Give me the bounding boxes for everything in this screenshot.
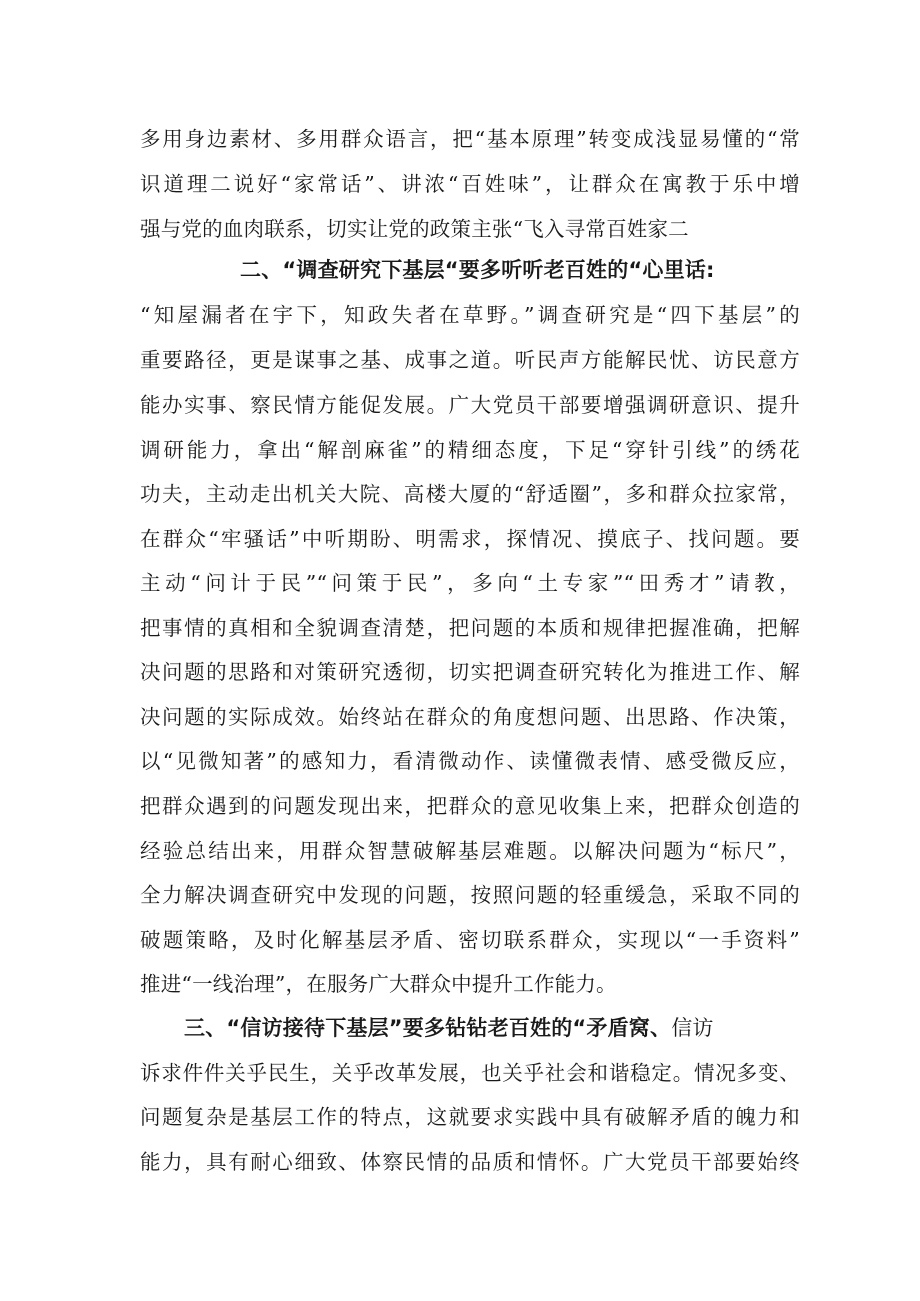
- section-3-line-3: 能力，具有耐心细致、体察民情的品质和情怀。广大党员干部要始终: [140, 1150, 800, 1174]
- section-2-line-1: “知屋漏者在宇下，知政失者在草野。”调查研究是“四下基层”的: [140, 303, 800, 327]
- section-3-line-1: 诉求件件关乎民生，关乎改革发展，也关乎社会和谐稳定。情况多变、: [140, 1061, 800, 1085]
- section-2-line-16: 推进“一线治理”，在服务广大群众中提升工作能力。: [140, 972, 617, 996]
- section-2-line-7: 主动“问计于民”“问策于民”，多向“土专家”“田秀才”请教，: [140, 571, 800, 595]
- paragraph-1-line-1: 多用身边素材、多用群众语言，把“基本原理”转变成浅显易懂的“常: [140, 127, 800, 151]
- section-2-line-13: 经验总结出来，用群众智慧破解基层难题。以解决问题为“标尺”，: [140, 839, 800, 863]
- section-2-line-14: 全力解决调查研究中发现的问题，按照问题的轻重缓急，采取不同的: [140, 883, 800, 907]
- section-2-line-10: 决问题的实际成效。始终站在群众的角度想问题、出思路、作决策，: [140, 705, 800, 729]
- section-2-line-15: 破题策略，及时化解基层矛盾、密切联系群众，实现以“一手资料”: [140, 928, 800, 952]
- section-3-heading: [184, 1013, 800, 1043]
- section-3-heading-title: 三、“信访接待下基层”要多钻钻老百姓的“矛盾窝、: [184, 1016, 672, 1040]
- section-3-line-2: 问题复杂是基层工作的特点，这就要求实践中具有破解矛盾的魄力和: [140, 1105, 800, 1129]
- section-3-heading-tail: 信访: [671, 1016, 714, 1040]
- paragraph-1-line-3: 强与党的血肉联系，切实让党的政策主张“飞入寻常百姓家二: [140, 217, 689, 241]
- section-2-line-9: 决问题的思路和对策研究透彻，切实把调查研究转化为推进工作、解: [140, 660, 800, 684]
- section-2-line-8: 把事情的真相和全貌调查清楚，把问题的本质和规律把握准确，把解: [140, 616, 800, 640]
- section-2-line-3: 能办实事、察民情方能促发展。广大党员干部要增强调研意识、提升: [140, 393, 800, 417]
- section-2-line-5: 功夫，主动走出机关大院、高楼大厦的“舒适圈”，多和群众拉家常，: [140, 482, 800, 506]
- section-2-line-2: 重要路径，更是谋事之基、成事之道。听民声方能解民忧、访民意方: [140, 348, 800, 372]
- section-2-line-4: 调研能力，拿出“解剖麻雀”的精细态度，下足“穿针引线”的绣花: [140, 438, 800, 462]
- section-2-heading: 二、“调查研究下基层“要多听听老百姓的“心里话:: [240, 258, 715, 282]
- section-2-line-12: 把群众遇到的问题发现出来，把群众的意见收集上来，把群众创造的: [140, 794, 800, 818]
- section-2-line-11: 以“见微知著”的感知力，看清微动作、读懂微表情、感受微反应，: [140, 749, 800, 773]
- paragraph-1-line-2: 识道理二说好“家常话”、讲浓“百姓味”，让群众在寓教于乐中增: [140, 172, 800, 196]
- section-2-line-6: 在群众“牢骚话”中听期盼、明需求，探情况、摸底子、找问题。要: [140, 527, 800, 551]
